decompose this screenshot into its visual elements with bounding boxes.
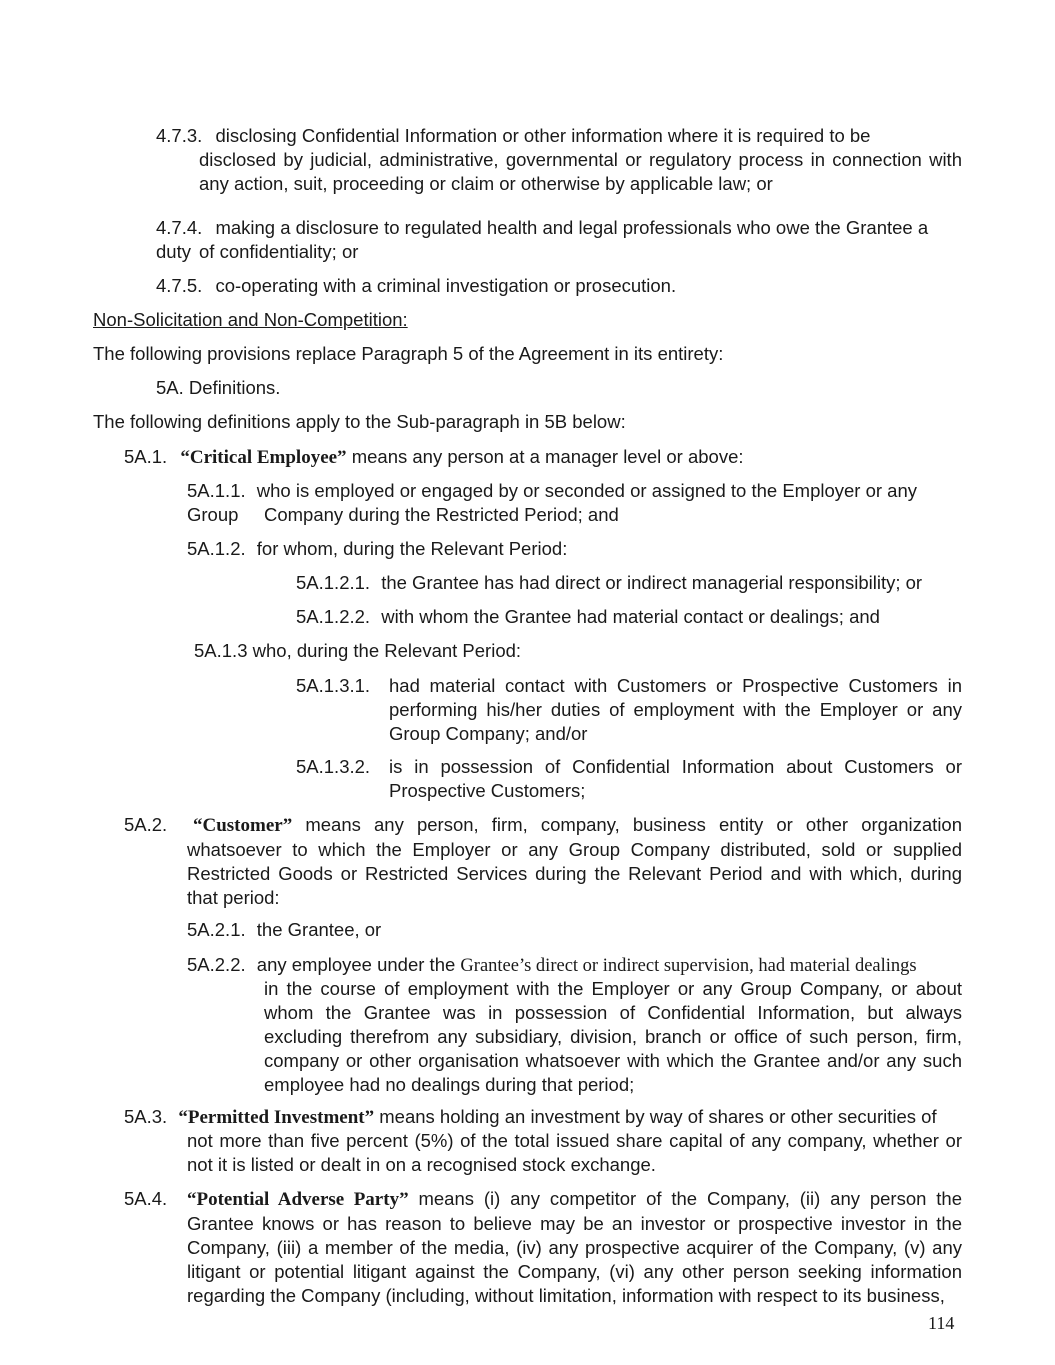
clause-text: means (i) any competitor of the Company, (ii) any person the Grantee knows or has reason to believe may be an investor or prospective investor in the Company, (iii) a member of the media, (iv) any prospective acquirer of the Company, (v) any litigant or potential litigant against the Company, (vi) any other person seeking information regarding the Company (including, without limitation, information with respect to its business, xyxy=(187,1188,963,1306)
definition-5a-2-number: 5A.2. xyxy=(124,814,168,835)
section-heading: Non-Solicitation and Non-Competition: xyxy=(93,309,408,330)
clause-text: for whom, during the Relevant Period: xyxy=(256,538,568,559)
clause-text: who is employed or engaged by or seconded or assigned to the Employer or any Group xyxy=(187,480,918,525)
definition-5a-1 xyxy=(124,445,962,470)
defined-term: “Potential Adverse Party” xyxy=(187,1189,409,1210)
clause-5a-1-2-2 xyxy=(296,605,880,629)
clause-4-7-5 xyxy=(156,274,962,298)
clause-text: means any person at a manager level or above: xyxy=(351,446,744,467)
defined-term: “Permitted Investment” xyxy=(178,1107,375,1128)
definitions-intro: The following definitions apply to the Sub-paragraph in 5B below: xyxy=(93,411,626,432)
clause-text: disclosing Confidential Information or other information where it is required to be xyxy=(215,125,871,146)
defined-term: “Critical Employee” xyxy=(180,447,347,468)
definition-5a-3 xyxy=(124,1105,962,1130)
intro-paragraph: The following provisions replace Paragraph 5 of the Agreement in its entirety: xyxy=(93,343,724,364)
clause-5a-1-3-1-text: had material contact with Customers or Prospective Customers in performing his/her duties of employment with the Employer or any Group Company; and/or xyxy=(389,675,962,744)
defined-term: “Customer” xyxy=(193,815,293,836)
clause-text: means any person, firm, company, business entity or other organization whatsoever to which the Employer or any Group Company distributed, sold or supplied Restricted Goods or Restricted Services during the Relevant Period and with which, during that period: xyxy=(187,814,963,908)
clause-5a-2-1 xyxy=(187,918,381,942)
clause-number: 5A.2.2. xyxy=(187,954,246,975)
definition-5a-2-text xyxy=(187,813,962,910)
clause-number: 5A.1.2. xyxy=(187,538,246,559)
clause-number: 5A.2.1. xyxy=(187,919,246,940)
clause-number: 5A.3. xyxy=(124,1106,168,1127)
clause-text: co-operating with a criminal investigation or prosecution. xyxy=(215,275,677,296)
clause-5a-1-3-1-number: 5A.1.3.1. xyxy=(296,675,371,696)
clause-text: any employee under the xyxy=(256,954,456,975)
clause-text: the Grantee has had direct or indirect managerial responsibility; or xyxy=(381,572,923,593)
clause-5a-2-2-continued: in the course of employment with the Employer or any Group Company, or about whom the Grantee was in possession of Confidential Information, but always excluding therefrom any subsidiary, division, branch or office of such person, firm, company or other organisation whatsoever with which the Grantee and/or any such employee had no dealings during that period; xyxy=(264,978,962,1095)
page-number: 114 xyxy=(928,1313,955,1333)
clause-number: 4.7.5. xyxy=(156,275,203,296)
clause-number: 4.7.4. xyxy=(156,217,203,238)
clause-4-7-3-continued: disclosed by judicial, administrative, governmental or regulatory process in connection with any action, suit, proceeding or claim or otherwise by applicable law; or xyxy=(199,149,962,194)
clause-5a-2-2 xyxy=(187,953,962,978)
definition-5a-3-continued: not more than five percent (5%) of the total issued share capital of any company, whether or not it is listed or dealt in on a recognised stock exchange. xyxy=(187,1130,962,1175)
clause-text: means holding an investment by way of shares or other securities of xyxy=(379,1106,937,1127)
clause-5a-1-1-continued: Company during the Restricted Period; and xyxy=(264,504,619,525)
clause-4-7-3 xyxy=(156,124,962,148)
clause-number: 5A.1.2.2. xyxy=(296,606,371,627)
clause-5a-1-2-1 xyxy=(296,571,922,595)
clause-4-7-4-continued: of confidentiality; or xyxy=(199,241,359,262)
clause-number: 5A.1.2.1. xyxy=(296,572,371,593)
clause-5a-1-3-2-text: is in possession of Confidential Information about Customers or Prospective Customers; xyxy=(389,756,962,801)
clause-text: the Grantee, or xyxy=(256,919,382,940)
clause-5a-1-3-2-number: 5A.1.3.2. xyxy=(296,756,371,777)
clause-number: 5A.1. xyxy=(124,446,168,467)
clause-5a-1-2 xyxy=(187,537,567,561)
clause-number: 5A.1.1. xyxy=(187,480,246,501)
clause-text-serif: Grantee’s direct or indirect supervision, had material dealings xyxy=(460,956,917,976)
clause-5a-1-3: 5A.1.3 who, during the Relevant Period: xyxy=(194,640,522,661)
clause-text: making a disclosure to regulated health and legal professionals who owe the Grantee a duty xyxy=(156,217,929,262)
definition-5a-4-text xyxy=(187,1187,962,1308)
definitions-heading: 5A. Definitions. xyxy=(156,377,281,398)
definition-5a-4-number: 5A.4. xyxy=(124,1188,168,1209)
clause-text: with whom the Grantee had material contact or dealings; and xyxy=(381,606,880,627)
clause-number: 4.7.3. xyxy=(156,125,203,146)
